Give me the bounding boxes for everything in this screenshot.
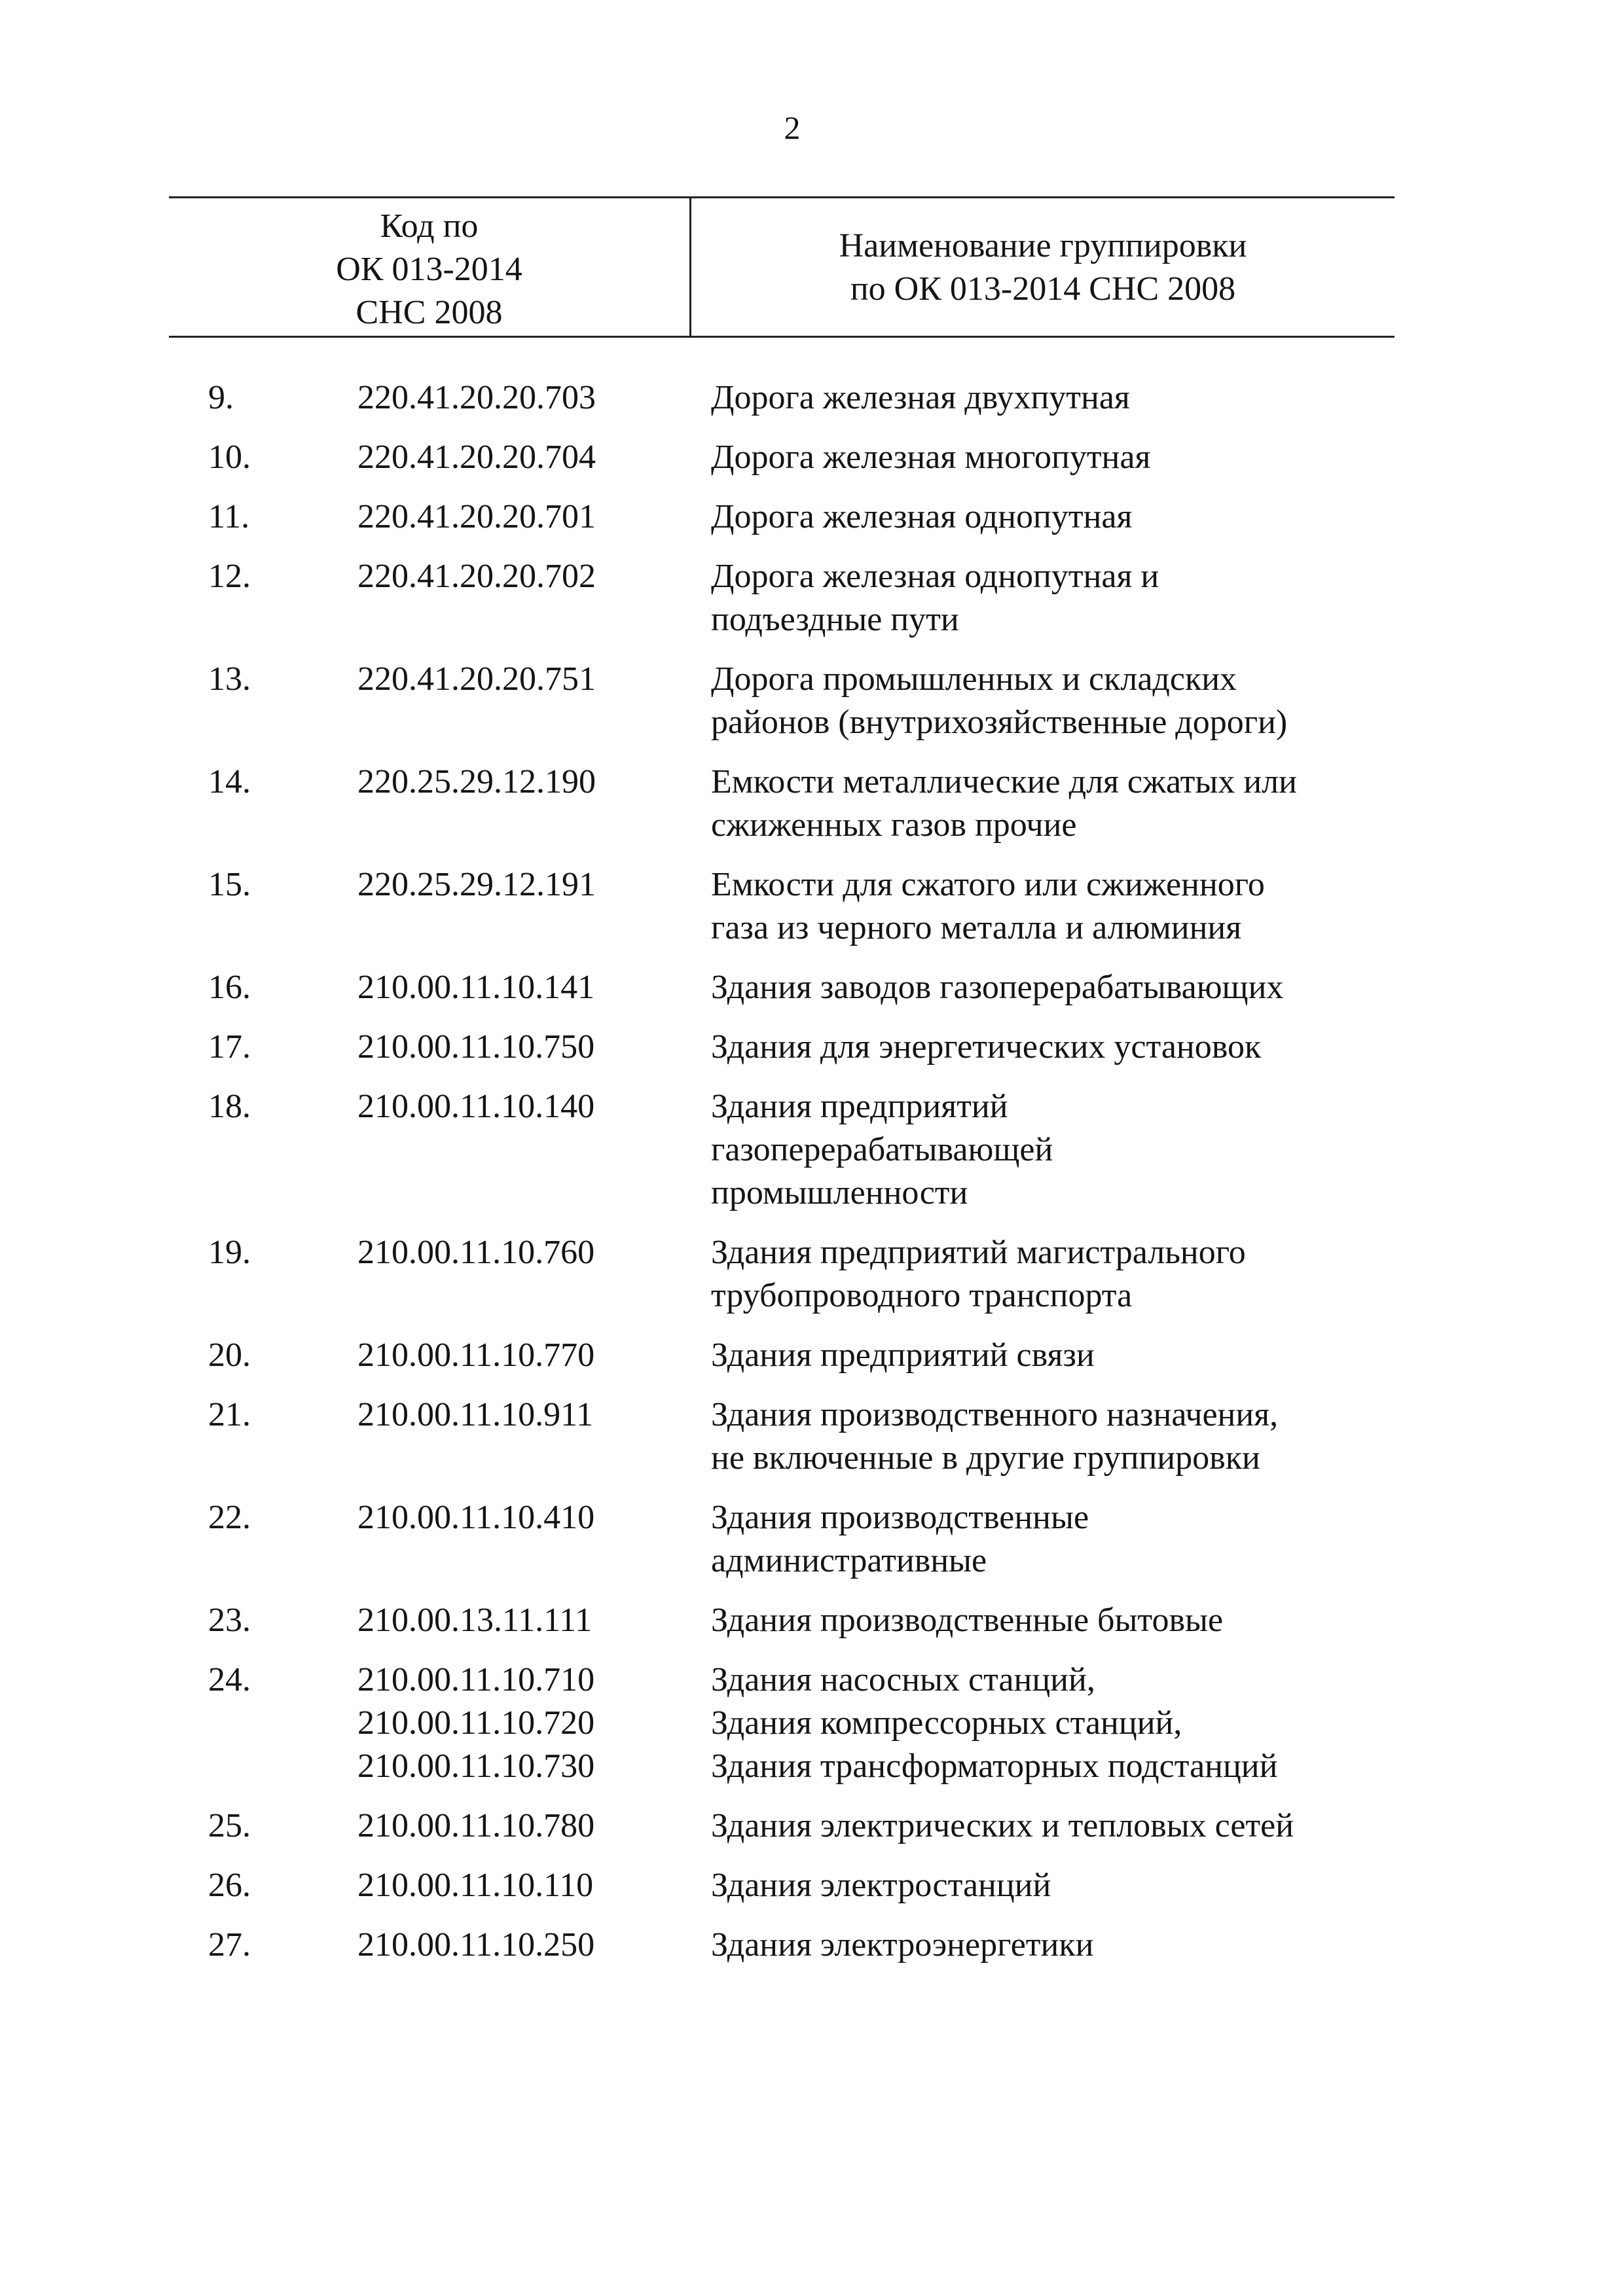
row-number: 27. [208,1926,251,1964]
row-name-cell [711,761,1444,847]
table-row [0,1924,1623,1967]
row-code: 210.00.11.10.780 [357,1807,595,1844]
row-number: 19. [208,1234,251,1271]
header-name-line: Наименование группировки [839,227,1247,264]
table-row [0,658,1623,744]
row-name-line: Здания электроэнергетики [711,1926,1094,1964]
row-number: 12. [208,558,251,595]
row-number: 17. [208,1028,251,1066]
row-name-cell [711,1924,1444,1967]
row-name-line: Здания предприятий [711,1088,1008,1125]
table-row [0,1334,1623,1377]
row-name-line: Здания электрических и тепловых сетей [711,1807,1294,1844]
row-number: 23. [208,1602,251,1639]
row-name-cell [711,1393,1444,1480]
row-number: 25. [208,1807,251,1844]
row-name-line: административные [711,1542,987,1579]
row-name-line: Здания предприятий магистрального [711,1234,1246,1271]
header-code-column [169,205,689,334]
row-number: 14. [208,763,251,800]
row-name-line: промышленности [711,1174,968,1211]
row-number: 18. [208,1088,251,1125]
row-name-cell [711,1085,1444,1215]
row-code-cell [357,1599,592,1642]
row-code-cell [357,1026,594,1069]
row-code: 210.00.11.10.140 [357,1088,595,1125]
row-code-cell [357,555,596,598]
table-row [0,555,1623,641]
row-number: 22. [208,1499,251,1536]
row-name-cell [711,1864,1444,1907]
row-number: 20. [208,1336,251,1374]
row-code: 220.41.20.20.703 [357,379,596,416]
table-row [0,1864,1623,1907]
row-name-line: Емкости металлические для сжатых или [711,763,1297,800]
row-number: 26. [208,1867,251,1904]
row-number: 15. [208,866,251,903]
row-code: 210.00.11.10.710 [357,1661,595,1698]
row-code-cell [357,1334,594,1377]
row-name-cell [711,863,1444,950]
row-number: 10. [208,439,251,476]
row-code-cell [357,1231,594,1274]
row-name-line: Здания заводов газоперерабатывающих [711,969,1284,1006]
header-code-line: СНС 2008 [356,294,503,331]
row-number: 16. [208,969,251,1006]
row-code: 210.00.11.10.410 [357,1499,595,1536]
row-code-cell [357,658,596,701]
table-row [0,376,1623,420]
row-code: 220.41.20.20.751 [357,660,596,698]
row-name-cell [711,495,1444,539]
row-name-line: Здания производственные [711,1499,1089,1536]
row-code: 210.00.11.10.750 [357,1028,595,1066]
row-number: 13. [208,660,251,698]
row-code-cell [357,495,596,539]
row-name-cell [711,436,1444,479]
row-code: 210.00.11.10.770 [357,1336,595,1374]
row-name-cell [711,658,1444,744]
table-row [0,966,1623,1009]
row-code-cell [357,1804,594,1848]
row-code: 210.00.11.10.720 [357,1704,595,1742]
row-code-cell [357,1924,594,1967]
row-name-line: Дорога промышленных и складских [711,660,1237,698]
row-code-cell [357,1864,593,1907]
row-code: 220.25.29.12.190 [357,763,596,800]
row-code-cell [357,1085,594,1128]
row-name-line: Здания электростанций [711,1867,1051,1904]
header-name-column [691,224,1395,311]
row-number: 24. [208,1661,251,1698]
row-name-line: Здания компрессорных станций, [711,1704,1182,1742]
row-name-cell [711,1496,1444,1583]
row-name-line: Здания для энергетических установок [711,1028,1262,1066]
row-code: 210.00.11.10.250 [357,1926,595,1964]
table-row [0,495,1623,539]
row-code-cell [357,376,596,420]
row-code-cell [357,863,596,906]
row-name-cell [711,1804,1444,1848]
table-row [0,1804,1623,1848]
row-code-cell [357,1659,594,1788]
row-name-cell [711,1026,1444,1069]
row-name-line: не включенные в другие группировки [711,1439,1260,1477]
row-code: 220.41.20.20.701 [357,498,596,535]
row-code: 210.00.11.10.730 [357,1748,595,1785]
table-row [0,1659,1623,1788]
row-name-line: трубопроводного транспорта [711,1277,1133,1314]
row-code-cell [357,1393,593,1437]
row-name-line: Здания производственные бытовые [711,1602,1224,1639]
row-name-cell [711,376,1444,420]
row-code: 210.00.11.10.141 [357,969,595,1006]
header-name-line: по ОК 013-2014 СНС 2008 [850,270,1236,308]
row-name-line: подъездные пути [711,601,959,638]
table-body [0,376,1623,1983]
table-row [0,761,1623,847]
row-number: 9. [208,379,234,416]
row-code: 210.00.13.11.111 [357,1602,593,1639]
row-code: 210.00.11.10.760 [357,1234,595,1271]
row-name-line: Дорога железная однопутная и [711,558,1159,595]
table-row [0,1231,1623,1318]
page-number: 2 [784,109,801,146]
table-row [0,1496,1623,1583]
row-code: 210.00.11.10.911 [357,1396,594,1433]
row-code-cell [357,966,594,1009]
row-name-cell [711,555,1444,641]
row-code: 220.41.20.20.702 [357,558,596,595]
row-name-line: Здания предприятий связи [711,1336,1095,1374]
row-name-cell [711,966,1444,1009]
row-code-cell [357,436,596,479]
row-name-line: газа из черного металла и алюминия [711,909,1242,946]
row-name-cell [711,1231,1444,1318]
table-row [0,1085,1623,1215]
header-code-line: Код по [380,207,479,245]
row-code: 220.41.20.20.704 [357,439,596,476]
table-row [0,436,1623,479]
row-code-cell [357,1496,594,1539]
table-row [0,1393,1623,1480]
row-number: 21. [208,1396,251,1433]
table-row [0,1599,1623,1642]
row-name-line: Здания производственного назначения, [711,1396,1279,1433]
table-row [0,1026,1623,1069]
header-code-line: ОК 013-2014 [336,251,522,288]
row-name-line: Дорога железная двухпутная [711,379,1130,416]
row-code: 210.00.11.10.110 [357,1867,594,1904]
table-row [0,863,1623,950]
row-name-line: Здания насосных станций, [711,1661,1095,1698]
row-name-line: Емкости для сжатого или сжиженного [711,866,1265,903]
row-name-line: газоперерабатывающей [711,1131,1053,1168]
row-name-line: Дорога железная однопутная [711,498,1133,535]
row-name-line: районов (внутрихозяйственные дороги) [711,704,1288,741]
row-name-line: Дорога железная многопутная [711,439,1151,476]
row-name-cell [711,1659,1444,1788]
row-code: 220.25.29.12.191 [357,866,596,903]
table-header [169,196,1395,338]
row-name-cell [711,1599,1444,1642]
row-name-line: сжиженных газов прочие [711,806,1077,844]
row-number: 11. [208,498,250,535]
row-name-line: Здания трансформаторных подстанций [711,1748,1278,1785]
row-code-cell [357,761,596,804]
row-name-cell [711,1334,1444,1377]
